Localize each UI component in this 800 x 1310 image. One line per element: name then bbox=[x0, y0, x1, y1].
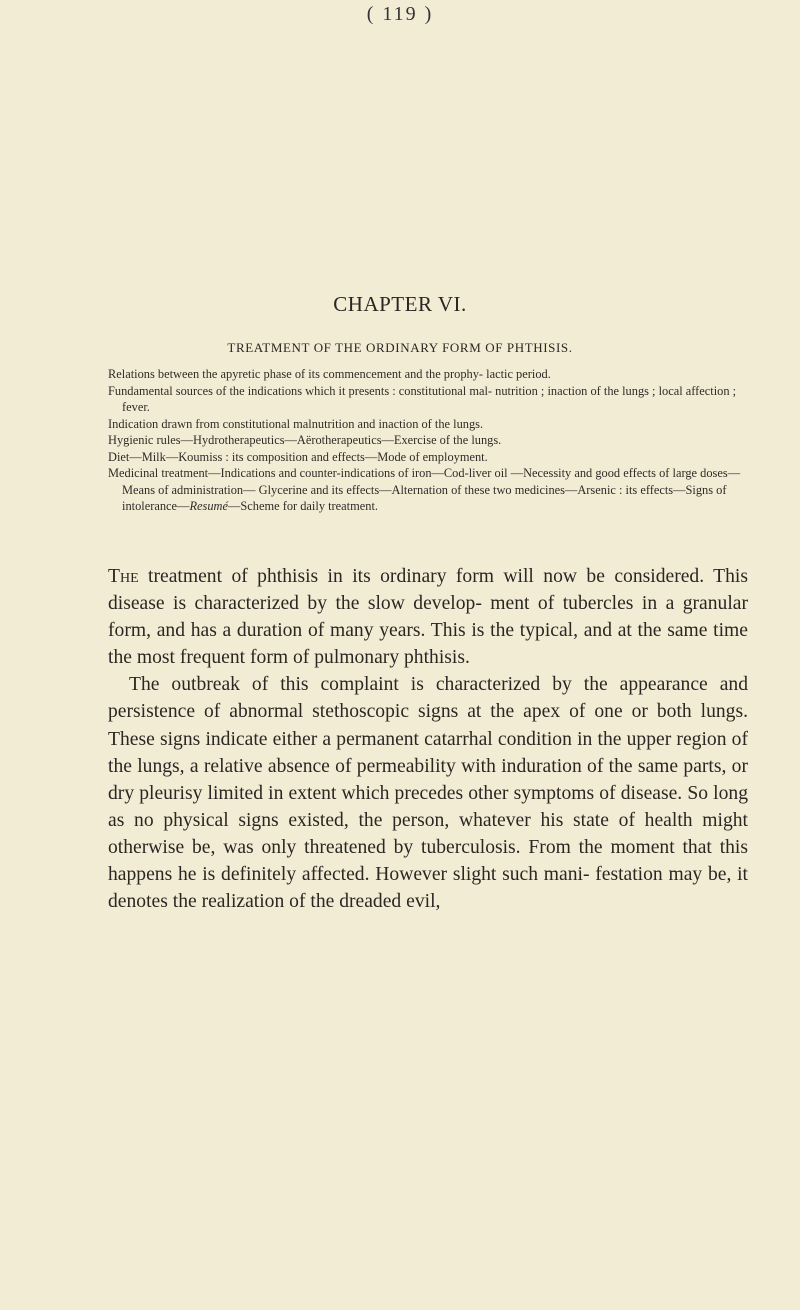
summary-item: Indication drawn from constitutional malnutrition and inaction of the lungs. bbox=[108, 416, 484, 431]
summary-item: Relations between the apyretic phase of its commencement and the prophy- lactic period. bbox=[108, 367, 551, 381]
summary-item: Diet—Milk—Koumiss : its composition and effects—Mode of employment. bbox=[108, 449, 488, 464]
chapter-subtitle: TREATMENT OF THE ORDINARY FORM OF PHTHISIS. bbox=[227, 340, 573, 355]
summary-item: Hygienic rules—Hydrotherapeutics—Aërotherapeutics—Exercise of the lungs. bbox=[108, 433, 502, 447]
body-text bbox=[108, 563, 748, 915]
summary-item-last bbox=[108, 465, 748, 515]
chapter-title: CHAPTER VI. bbox=[333, 292, 467, 316]
paragraph-lead: The bbox=[108, 566, 139, 587]
summary-item: Fundamental sources of the indications which it presents : constitutional mal- nutrition ; inaction of the lungs ; local affection ; fever. bbox=[108, 383, 737, 414]
chapter-summary bbox=[108, 366, 748, 515]
paragraph-1-text: treatment of phthisis in its ordinary form will now be considered. This disease is characterized by the slow develop- ment of tubercles in a granular form, and has a duration of many years. This is the typical, and at the same time the most frequent form of pulmonary phthisis. bbox=[108, 566, 748, 669]
page-number: ( 119 ) bbox=[366, 3, 434, 25]
summary-tail: —Scheme for daily treatment. bbox=[227, 499, 378, 513]
paragraph-1 bbox=[108, 563, 748, 671]
summary-resume: Resumé bbox=[189, 499, 228, 513]
summary-item-text: Medicinal treatment—Indications and counter-indications of iron—Cod-liver oil —Necessity and good effects of large doses—Means of administration— Glycerine and its effects—Alternation of these two medicines—Arsenic : its effects—Signs of intolerance— bbox=[108, 466, 741, 513]
paragraph-2: The outbreak of this complaint is characterized by the appearance and persistence of abnormal stethoscopic signs at the apex of one or both lungs. These signs indicate either a permanent catarrhal condition in the upper region of the lungs, a relative absence of permeability with induration of the same parts, or dry pleurisy limited in extent which precedes other symptoms of disease. So long as no physical signs existed, the person, whatever his state of health might otherwise be, was only threatened by tuberculosis. From the moment that this happens he is definitely affected. However slight such mani- festation may be, it denotes the realization of the dreaded evil, bbox=[108, 674, 748, 913]
